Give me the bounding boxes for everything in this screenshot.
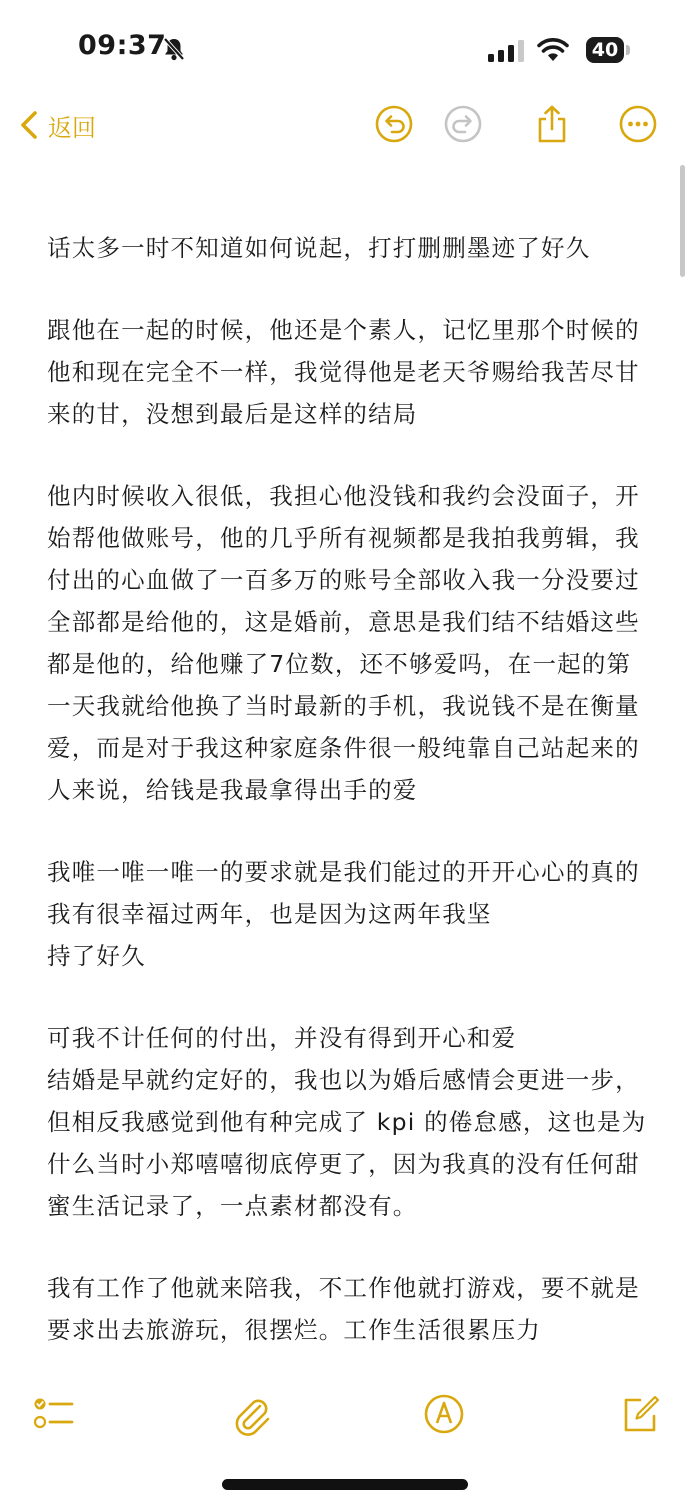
signal-icon (488, 40, 524, 62)
note-paragraph: 可我不计任何的付出，并没有得到开心和爱 结婚是早就约定好的，我也以为婚后感情会更进一步，但相反我感觉到他有种完成了 kpi 的倦怠感，这也是为什么当时小郑嘻嘻彻底停更了，因为我真的没有任何甜蜜生活记录了，一点素材都没有。 (47, 1024, 647, 1220)
markup-icon[interactable] (422, 1392, 466, 1436)
note-paragraph: 他内时候收入很低，我担心他没钱和我约会没面子，开始帮他做账号，他的几乎所有视频都是我拍我剪辑，我付出的心血做了一百多万的账号全部收入我一分没要过全部都是给他的，这是婚前，意思是我们结不结婚这些都是他的，给他赚了7位数，还不够爱吗，在一起的第一天我就给他换了当时最新的手机，我说钱不是在衡量爱，而是对于我这种家庭条件很一般纯靠自己站起来的人来说，给钱是我最拿得出手的爱 (47, 482, 640, 804)
scroll-indicator[interactable] (680, 165, 685, 277)
note-paragraph: 话太多一时不知道如何说起，打打删删墨迹了好久 (47, 234, 591, 262)
status-time: 09:37 (78, 30, 167, 61)
share-icon[interactable] (532, 104, 572, 144)
compose-icon[interactable] (618, 1392, 662, 1436)
back-button[interactable] (20, 105, 96, 145)
redo-icon[interactable] (443, 104, 483, 144)
bell-slash-icon (163, 37, 185, 61)
note-paragraph: 我唯一唯一唯一的要求就是我们能过的开开心心的真的我有很幸福过两年，也是因为这两年我坚 持了好久 (47, 858, 640, 970)
note-paragraph: 我有工作了他就来陪我，不工作他就打游戏，要不就是要求出去旅游玩，很摆烂。工作生活很累压力 (47, 1274, 640, 1344)
nav-bar (0, 100, 690, 150)
back-label: 返回 (48, 113, 96, 142)
home-indicator[interactable] (222, 1479, 468, 1490)
note-paragraph: 跟他在一起的时候，他还是个素人，记忆里那个时候的他和现在完全不一样，我觉得他是老天爷赐给我苦尽甘来的甘，没想到最后是这样的结局 (47, 316, 640, 428)
battery-icon: 40 (586, 37, 624, 63)
back-chevron-icon (20, 110, 38, 140)
status-bar (0, 0, 690, 100)
attachment-icon[interactable] (230, 1392, 274, 1436)
undo-icon[interactable] (374, 104, 414, 144)
wifi-icon (537, 38, 569, 62)
checklist-icon[interactable] (32, 1392, 76, 1436)
more-icon[interactable] (618, 104, 658, 144)
note-body[interactable] (47, 227, 647, 1391)
battery-cap (626, 45, 630, 55)
